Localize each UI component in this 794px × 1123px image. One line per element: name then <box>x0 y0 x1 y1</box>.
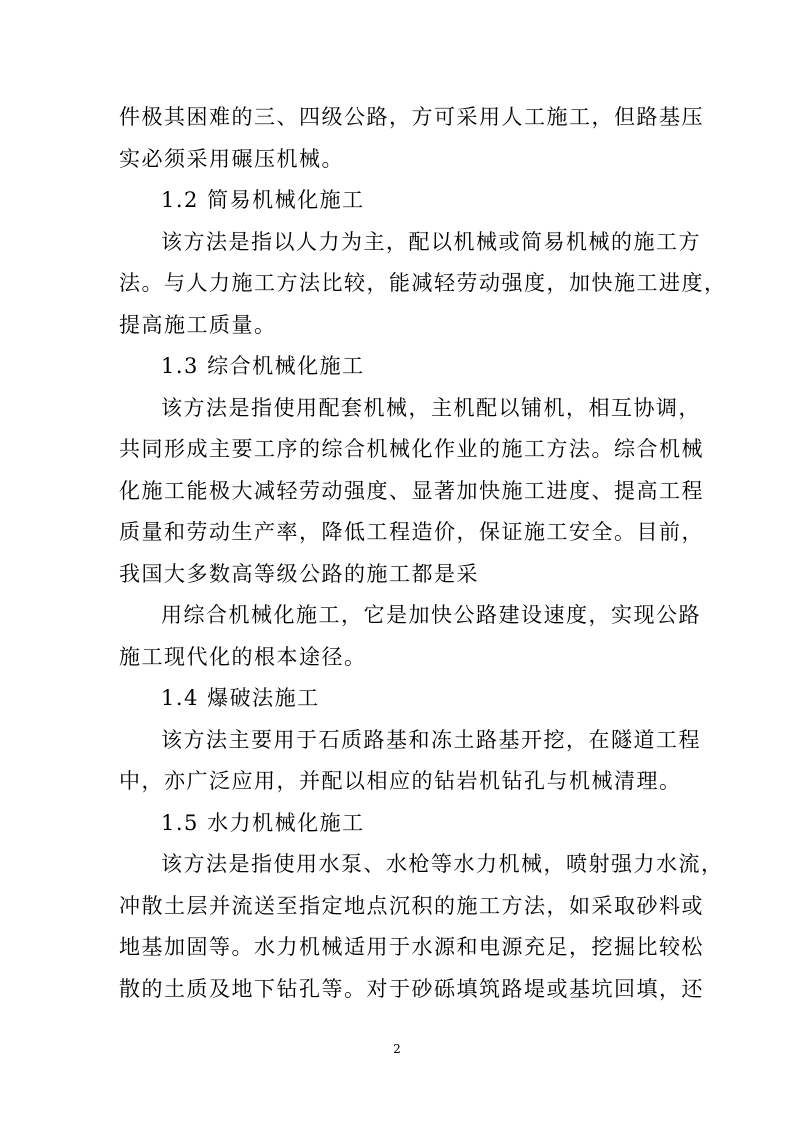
text-line: 施工现代化的根本途径。 <box>119 644 367 669</box>
text-line: 实必须采用碾压机械。 <box>119 146 344 171</box>
document-body <box>119 97 727 1010</box>
section-heading: 1.2 简易机械化施工 <box>161 188 365 212</box>
text-line: 提高施工质量。 <box>119 312 277 337</box>
text-line: 化施工能极大减轻劳动强度、显著加快施工进度、提高工程 <box>119 478 704 503</box>
text-line: 我国大多数高等级公路的施工都是采 <box>119 561 479 586</box>
text-line: 质量和劳动生产率，降低工程造价，保证施工安全。目前， <box>119 520 704 544</box>
text-line: 该方法是指以人力为主，配以机械或简易机械的施工方 <box>161 229 701 254</box>
text-line: 该方法主要用于石质路基和冻土路基开挖，在隧道工程 <box>161 727 701 752</box>
text-line: 中，亦广泛应用，并配以相应的钻岩机钻孔与机械清理。 <box>119 769 682 793</box>
text-line: 共同形成主要工序的综合机械化作业的施工方法。综合机械 <box>119 437 704 461</box>
section-heading: 1.3 综合机械化施工 <box>161 354 365 378</box>
text-line: 件极其困难的三、四级公路，方可采用人工施工，但路基压 <box>119 105 704 129</box>
text-line: 该方法是指使用配套机械，主机配以铺机，相互协调， <box>161 395 701 420</box>
text-line: 用综合机械化施工，它是加快公路建设速度，实现公路 <box>161 603 701 627</box>
text-line: 地基加固等。水力机械适用于水源和电源充足，挖掘比较松 <box>119 935 704 959</box>
text-line: 该方法是指使用水泵、水枪等水力机械，喷射强力水流， <box>161 852 724 876</box>
text-line: 法。与人力施工方法比较，能减轻劳动强度，加快施工进度， <box>119 271 727 295</box>
text-line: 散的土质及地下钻孔等。对于砂砾填筑路堤或基坑回填，还 <box>119 976 704 1001</box>
section-heading: 1.4 爆破法施工 <box>161 686 320 710</box>
page-number: 2 <box>393 1042 401 1056</box>
section-heading: 1.5 水力机械化施工 <box>161 810 365 835</box>
text-line: 冲散土层并流送至指定地点沉积的施工方法，如采取砂料或 <box>119 893 704 918</box>
